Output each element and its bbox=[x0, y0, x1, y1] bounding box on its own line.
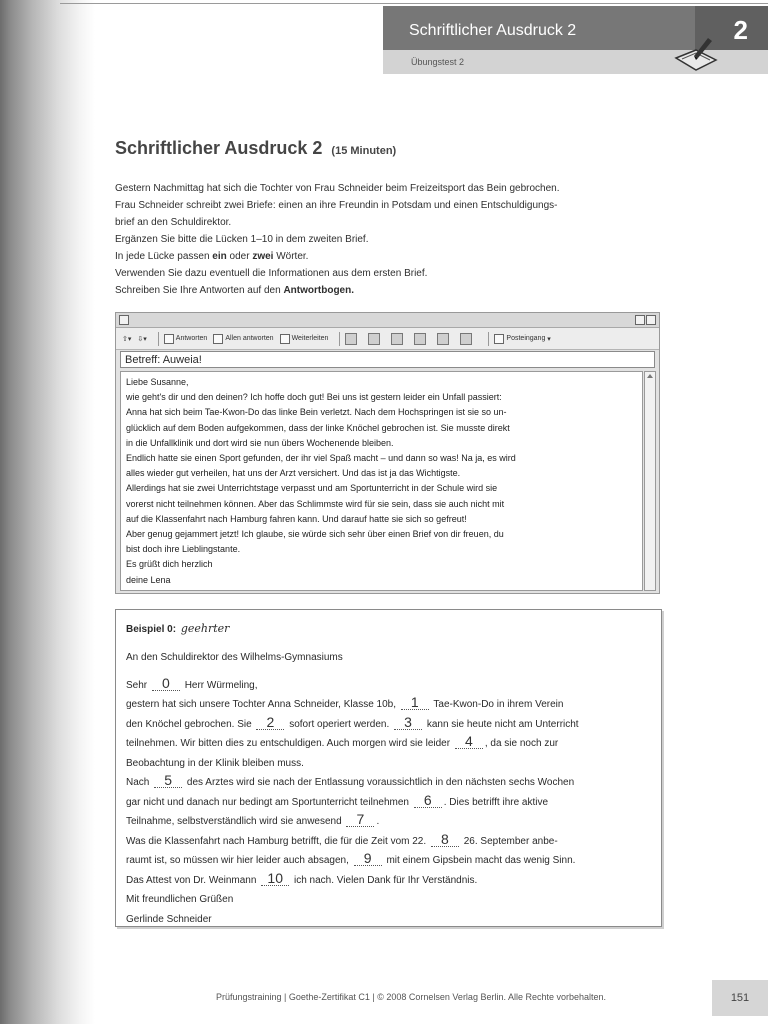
email-line: in die Unfallklinik und dort wird sie nun übers Wochenende bleiben. bbox=[126, 437, 394, 448]
gap-6: 6 bbox=[414, 794, 442, 808]
gap-9: 9 bbox=[354, 852, 382, 866]
section-title bbox=[115, 138, 396, 159]
page-number: 151 bbox=[712, 980, 768, 1016]
letter-line: Sehr 0 Herr Würmeling, bbox=[126, 674, 258, 691]
inbox-icon bbox=[494, 334, 504, 344]
section-title-text: Schriftlicher Ausdruck 2 bbox=[115, 138, 323, 158]
gap-10: 10 bbox=[261, 872, 289, 886]
instruction-line: Gestern Nachmittag hat sich die Tochter von Frau Schneider beim Freizeitsport das Bein gebrochen. bbox=[115, 183, 560, 194]
book-spine-shadow bbox=[0, 0, 95, 1024]
letter-line: gar nicht und danach nur bedingt am Sportunterricht teilnehmen 6 . Dies betrifft ihre aktive bbox=[126, 791, 549, 808]
gap-4: 4 bbox=[455, 735, 483, 749]
toolbar-separator bbox=[339, 332, 340, 346]
print-button[interactable] bbox=[368, 333, 385, 345]
reply-icon bbox=[164, 334, 174, 344]
letter-line: Beobachtung in der Klinik bleiben muss. bbox=[126, 757, 304, 769]
reply-button[interactable]: Antworten bbox=[164, 334, 208, 344]
letter-line: Teilnahme, selbstverständlich wird sie anwesend 7 . bbox=[126, 811, 380, 827]
gap-8: 8 bbox=[431, 833, 459, 847]
gap-0: 0 bbox=[152, 677, 180, 691]
instruction-line: Ergänzen Sie bitte die Lücken 1–10 in dem zweiten Brief. bbox=[115, 234, 369, 245]
section-duration: (15 Minuten) bbox=[331, 145, 397, 157]
move-button[interactable] bbox=[391, 333, 408, 345]
address-book-button[interactable] bbox=[437, 333, 454, 345]
forward-button[interactable]: Weiterleiten bbox=[280, 334, 329, 344]
email-line: Endlich hatte sie einen Sport gefunden, der ihr viel Spaß macht – und dann so was! Na ja, es wird bbox=[126, 453, 516, 464]
scroll-up-arrow-icon[interactable] bbox=[647, 374, 653, 378]
gap-1: 1 bbox=[401, 696, 429, 710]
footer-text: Prüfungstraining | Goethe-Zertifikat C1 | © 2008 Cornelsen Verlag Berlin. Alle Rechte vorbehalten. bbox=[216, 992, 607, 1002]
example-line: Beispiel 0: geehrter bbox=[126, 622, 230, 635]
move-icon bbox=[391, 333, 403, 345]
letter-line: den Knöchel gebrochen. Sie 2 sofort operiert werden. 3 kann sie heute nicht am Unterricht bbox=[126, 713, 579, 730]
spam-icon bbox=[460, 333, 472, 345]
header-subtitle: Übungstest 2 bbox=[383, 50, 695, 74]
letter-line: raumt ist, so müssen wir hier leider auch absagen, 9 mit einem Gipsbein macht das wenig Sinn. bbox=[126, 850, 576, 866]
email-line: auf die Klassenfahrt nach Hamburg fahren kann. Und darauf hatte sie sich so gefreut! bbox=[126, 513, 467, 524]
maximize-button[interactable] bbox=[635, 315, 645, 325]
letter-box bbox=[115, 609, 662, 927]
spam-button[interactable] bbox=[460, 333, 477, 345]
gap-3: 3 bbox=[394, 716, 422, 730]
print-icon bbox=[368, 333, 380, 345]
inbox-dropdown[interactable]: Posteingang ▾ bbox=[494, 334, 550, 344]
gap-5: 5 bbox=[154, 774, 182, 788]
email-titlebar bbox=[116, 313, 659, 328]
instruction-line: Schreiben Sie Ihre Antworten auf den Antwortbogen. bbox=[115, 285, 354, 296]
email-line: alles wieder gut verheilen, hat uns der Arzt versichert. Und das ist ja das Wichtigste. bbox=[126, 468, 461, 479]
email-window bbox=[115, 312, 660, 594]
resize-button[interactable] bbox=[646, 315, 656, 325]
letter-closing: Mit freundlichen Grüßen bbox=[126, 894, 234, 905]
header-title: Schriftlicher Ausdruck 2 bbox=[383, 6, 695, 56]
email-line: Liebe Susanne, bbox=[126, 377, 189, 387]
email-line: deine Lena bbox=[126, 574, 171, 585]
chapter-number: 2 bbox=[695, 6, 768, 56]
down-arrow-icon[interactable]: ⇩▾ bbox=[137, 335, 147, 343]
email-line: Allerdings hat sie zwei Unterrichtstage verpasst und am Sportunterricht in der Schule wird sie bbox=[126, 483, 498, 494]
flag-button[interactable] bbox=[345, 333, 362, 345]
gap-7: 7 bbox=[346, 813, 374, 827]
email-line: Aber genug gejammert jetzt! Ich glaube, sie würde sich sehr über einen Brief von dir freuen, du bbox=[126, 529, 504, 540]
writing-pen-icon bbox=[672, 34, 720, 74]
email-line: Anna hat sich beim Tae-Kwon-Do das linke Bein verletzt. Nach dem Hochspringen ist sie so un- bbox=[126, 407, 507, 418]
reply-all-button[interactable]: Allen antworten bbox=[213, 334, 273, 344]
letter-signature: Gerlinde Schneider bbox=[126, 913, 212, 925]
flag-icon bbox=[345, 333, 357, 345]
email-line: wie geht's dir und den deinen? Ich hoffe doch gut! Bei uns ist gestern leider ein Unfall passiert: bbox=[126, 392, 502, 403]
letter-line: gestern hat sich unsere Tochter Anna Schneider, Klasse 10b, 1 Tae-Kwon-Do in ihrem Verein bbox=[126, 694, 564, 710]
email-toolbar bbox=[116, 328, 659, 350]
reply-all-icon bbox=[213, 334, 223, 344]
letter-line: Was die Klassenfahrt nach Hamburg betrifft, die für die Zeit vom 22. 8 26. September anbe- bbox=[126, 830, 558, 847]
instruction-line: Verwenden Sie dazu eventuell die Informationen aus dem ersten Brief. bbox=[115, 268, 428, 279]
toolbar-separator bbox=[488, 332, 489, 346]
instruction-line: In jede Lücke passen ein oder zwei Wörter. bbox=[115, 251, 309, 262]
letter-line: Das Attest von Dr. Weinmann 10 ich nach. Vielen Dank für Ihr Verständnis. bbox=[126, 869, 478, 886]
instructions bbox=[115, 180, 655, 299]
address-book-icon bbox=[437, 333, 449, 345]
letter-line: teilnehmen. Wir bitten dies zu entschuldigen. Auch morgen wird sie leider 4 , da sie noch zur bbox=[126, 733, 559, 749]
example-answer: geehrter bbox=[180, 622, 230, 635]
letter-recipient: An den Schuldirektor des Wilhelms-Gymnasiums bbox=[126, 652, 343, 663]
email-line: vorerst nicht teilnehmen können. Aber das Schlimmste wird für sie sein, dass sie auch nicht mit bbox=[126, 498, 505, 509]
gap-2: 2 bbox=[256, 716, 284, 730]
instruction-line: brief an den Schuldirektor. bbox=[115, 217, 232, 228]
email-scrollbar[interactable] bbox=[644, 371, 656, 591]
letter-text bbox=[126, 648, 656, 929]
top-rule bbox=[60, 3, 768, 4]
email-line: glücklich auf dem Boden aufgekommen, dass der linke Knöchel gebrochen ist. Sie musste direkt bbox=[126, 422, 510, 433]
toolbar-separator bbox=[158, 332, 159, 346]
email-line: Es grüßt dich herzlich bbox=[126, 559, 213, 570]
instruction-line: Frau Schneider schreibt zwei Briefe: einen an ihre Freundin in Potsdam und einen Entschuldigungs- bbox=[115, 200, 558, 211]
email-line: bist doch ihre Lieblingstante. bbox=[126, 544, 241, 555]
delete-button[interactable] bbox=[414, 333, 431, 345]
trash-icon bbox=[414, 333, 426, 345]
email-subject[interactable]: Betreff: Auweia! bbox=[120, 351, 655, 368]
email-body[interactable] bbox=[120, 371, 643, 591]
forward-icon bbox=[280, 334, 290, 344]
window-menu-button[interactable] bbox=[119, 315, 129, 325]
letter-line: Nach 5 des Arztes wird sie nach der Entlassung voraussichtlich in den nächsten sechs Wochen bbox=[126, 772, 575, 788]
up-arrow-icon[interactable]: ⇧▾ bbox=[122, 335, 132, 343]
